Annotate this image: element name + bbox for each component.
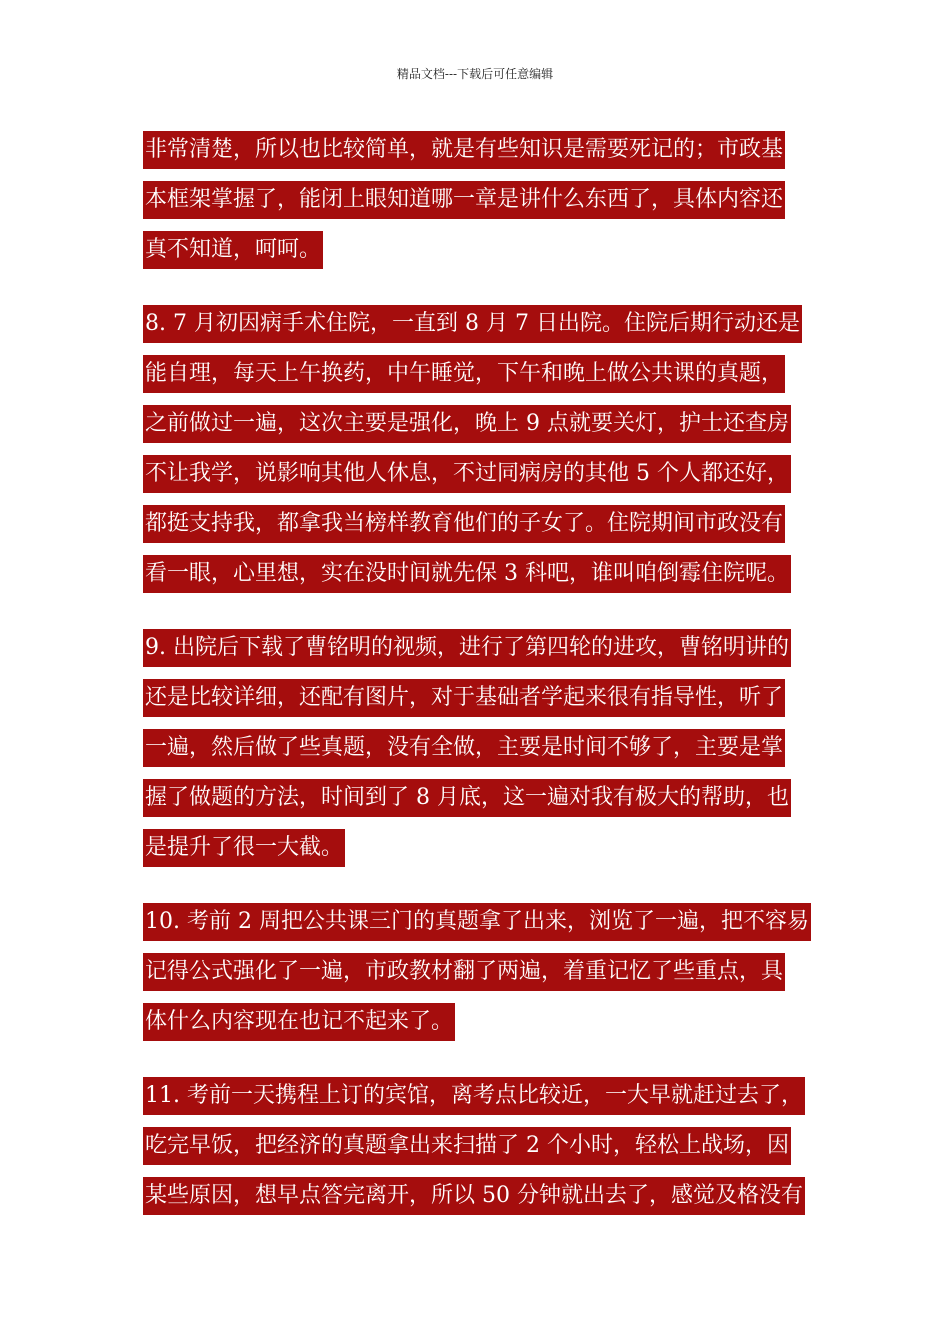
paragraph	[143, 629, 843, 879]
highlighted-text: 本框架掌握了，能闭上眼知道哪一章是讲什么东西了，具体内容还	[143, 181, 785, 219]
highlighted-text: 是提升了很一大截。	[143, 829, 345, 867]
highlighted-text: 某些原因，想早点答完离开，所以 50 分钟就出去了，感觉及格没有	[143, 1177, 805, 1215]
highlighted-text: 10. 考前 2 周把公共课三门的真题拿了出来，浏览了一遍，把不容易	[143, 903, 811, 941]
text-line	[143, 505, 843, 555]
paragraph	[143, 131, 843, 281]
text-line	[143, 305, 843, 355]
text-line	[143, 405, 843, 455]
text-line	[143, 1077, 843, 1127]
highlighted-text: 握了做题的方法，时间到了 8 月底，这一遍对我有极大的帮助，也	[143, 779, 791, 817]
highlighted-text: 真不知道，呵呵。	[143, 231, 323, 269]
paragraph	[143, 903, 843, 1053]
page-header: 精品文档---下载后可任意编辑	[396, 67, 554, 81]
text-line	[143, 1127, 843, 1177]
text-line	[143, 181, 843, 231]
text-line	[143, 903, 843, 953]
text-line	[143, 131, 843, 181]
highlighted-text: 还是比较详细，还配有图片，对于基础者学起来很有指导性，听了	[143, 679, 785, 717]
highlighted-text: 一遍，然后做了些真题，没有全做，主要是时间不够了，主要是掌	[143, 729, 785, 767]
highlighted-text: 吃完早饭，把经济的真题拿出来扫描了 2 个小时，轻松上战场，因	[143, 1127, 791, 1165]
highlighted-text: 都挺支持我，都拿我当榜样教育他们的子女了。住院期间市政没有	[143, 505, 785, 543]
text-line	[143, 555, 843, 605]
text-line	[143, 953, 843, 1003]
highlighted-text: 看一眼，心里想，实在没时间就先保 3 科吧，谁叫咱倒霉住院呢。	[143, 555, 791, 593]
text-line	[143, 679, 843, 729]
text-line	[143, 1177, 843, 1227]
text-line	[143, 455, 843, 505]
text-line	[143, 1003, 843, 1053]
highlighted-text: 之前做过一遍，这次主要是强化，晚上 9 点就要关灯，护士还查房	[143, 405, 791, 443]
text-line	[143, 829, 843, 879]
highlighted-text: 非常清楚，所以也比较简单，就是有些知识是需要死记的；市政基	[143, 131, 785, 169]
text-line	[143, 629, 843, 679]
text-line	[143, 729, 843, 779]
document-body	[143, 131, 843, 1251]
highlighted-text: 不让我学，说影响其他人休息，不过同病房的其他 5 个人都还好，	[143, 455, 791, 493]
highlighted-text: 11. 考前一天携程上订的宾馆，离考点比较近，一大早就赶过去了，	[143, 1077, 805, 1115]
highlighted-text: 记得公式强化了一遍，市政教材翻了两遍，着重记忆了些重点，具	[143, 953, 785, 991]
highlighted-text: 体什么内容现在也记不起来了。	[143, 1003, 455, 1041]
highlighted-text: 能自理，每天上午换药，中午睡觉，下午和晚上做公共课的真题，	[143, 355, 785, 393]
paragraph	[143, 305, 843, 605]
text-line	[143, 231, 843, 281]
paragraph	[143, 1077, 843, 1227]
highlighted-text: 9. 出院后下载了曹铭明的视频，进行了第四轮的进攻，曹铭明讲的	[143, 629, 791, 667]
text-line	[143, 355, 843, 405]
highlighted-text: 8. 7 月初因病手术住院，一直到 8 月 7 日出院。住院后期行动还是	[143, 305, 802, 343]
text-line	[143, 779, 843, 829]
